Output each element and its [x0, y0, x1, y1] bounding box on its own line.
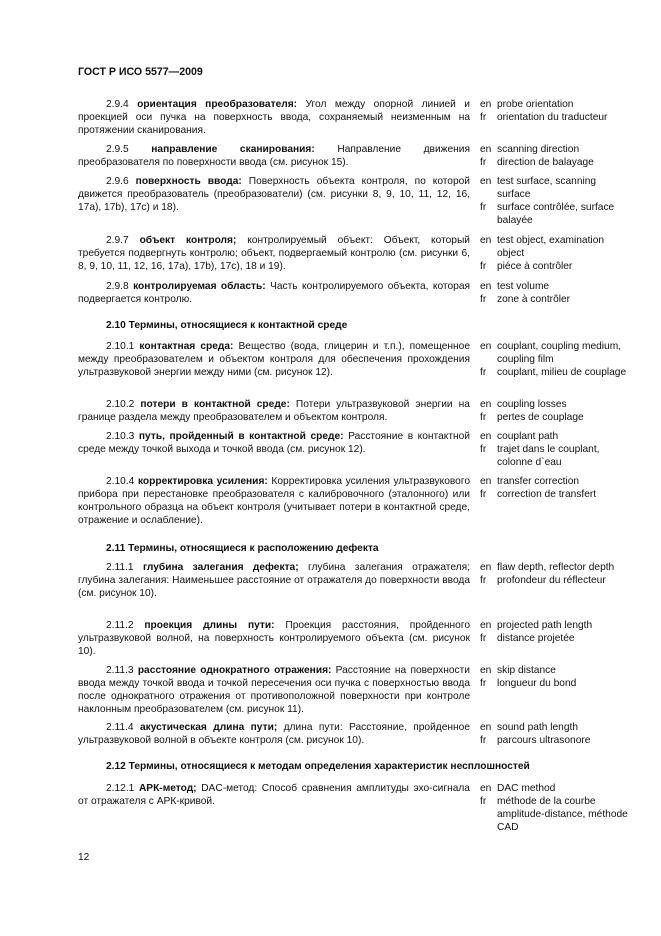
term-definition: Расстояние в контактной среде между точкой выхода и точкой ввода (см. рисунок 12). — [78, 431, 470, 456]
translation-fr: fr surface contrôlée, surface balayée — [480, 202, 615, 227]
term-definition: Вещество (вода, глицерин и т.п.), помещенное между преобразователем и объектом контроля для обеспечения прохождения ультразвуковой энергии между ними (см. рисунок 12). — [78, 341, 470, 379]
term-translations — [480, 561, 630, 587]
term-name: поверхность ввода: — [135, 176, 242, 187]
term-name: потери в контактной среде: — [140, 399, 290, 410]
term-number: 2.9.4 — [106, 99, 129, 110]
translation-fr: fr méthode de la courbe amplitude-distance, méthode CAD — [480, 796, 628, 834]
term-definition: Направление движения преобразователя по поверхности ввода (см. рисунок 15). — [78, 144, 470, 169]
term-name: расстояние однократного отражения: — [137, 665, 332, 676]
term-text — [78, 175, 470, 214]
translation-en: en flaw depth, reflector depth — [480, 562, 615, 573]
translation-en: en scanning direction — [480, 144, 580, 155]
term-text — [78, 340, 470, 379]
term-number: 2.11.2 — [106, 620, 134, 631]
section-title: 2.11 Термины, относящиеся к расположению дефекта — [106, 543, 379, 554]
translation-fr: fr longueur du bond — [480, 678, 577, 690]
term-text — [78, 561, 470, 600]
translation-fr: fr orientation du traducteur — [480, 112, 608, 124]
term-translations — [480, 721, 630, 747]
term-name: глубина залегания дефекта; — [142, 562, 299, 573]
translation-fr: fr zone à contrôler — [480, 294, 571, 306]
term-translations — [480, 475, 630, 501]
term-translations — [480, 340, 630, 379]
term-translations — [480, 619, 630, 645]
term-number: 2.9.7 — [106, 235, 129, 246]
term-text — [78, 664, 470, 716]
term-text — [78, 782, 470, 808]
term-text — [78, 475, 470, 527]
translation-en: en couplant, coupling medium, coupling film — [480, 341, 622, 366]
translation-en: en test object, examination object — [480, 235, 605, 260]
term-name: проекция длины пути: — [144, 620, 275, 631]
section-title: 2.10 Термины, относящиеся к контактной среде — [106, 320, 348, 331]
term-name: АРК-метод; — [138, 783, 197, 794]
term-name: объект контроля; — [139, 235, 237, 246]
translation-fr: fr trajet dans le couplant, colonne d`eau — [480, 444, 600, 469]
term-text — [78, 430, 470, 456]
term-translations — [480, 175, 630, 227]
term-number: 2.11.4 — [106, 722, 134, 733]
translation-en: en coupling losses — [480, 399, 567, 410]
document-header: ГОСТ Р ИСО 5577—2009 — [78, 66, 203, 78]
term-number: 2.10.1 — [106, 341, 135, 352]
term-text — [78, 721, 470, 747]
term-number: 2.9.5 — [106, 144, 129, 155]
term-number: 2.9.8 — [106, 281, 129, 292]
term-number: 2.9.6 — [106, 176, 129, 187]
translation-fr: fr pertes de couplage — [480, 412, 584, 424]
translation-en: en skip distance — [480, 665, 556, 676]
term-translations — [480, 98, 630, 124]
translation-fr: fr direction de balayage — [480, 157, 594, 169]
term-name: контактная среда: — [139, 341, 234, 352]
translation-fr: fr correction de transfert — [480, 489, 597, 501]
term-translations — [480, 234, 630, 273]
term-number: 2.10.3 — [106, 431, 135, 442]
translation-fr: fr parcours ultrasonore — [480, 735, 591, 747]
translation-fr: fr piéce à contrôler — [480, 261, 573, 273]
translation-fr: fr distance projetée — [480, 633, 575, 645]
term-text — [78, 280, 470, 306]
term-translations — [480, 782, 630, 834]
term-definition: Проекция расстояния, пройденного ультразвуковой волной, на поверхность контролируемого объекта (см. рисунок 10). — [78, 620, 470, 658]
term-name: контролируемая область: — [133, 281, 266, 292]
term-definition: контролируемый объект: Объект, который требуется подвергнуть контролю; объект, подвергаемый контролю (см. рисунки 6, 8, 9, 10, 11, 12, 16, 17а), 17b), 17с), 18 и 19). — [78, 235, 470, 273]
translation-en: en test surface, scanning surface — [480, 176, 597, 201]
translation-en: en test volume — [480, 281, 550, 292]
term-text — [78, 398, 470, 424]
term-translations — [480, 430, 630, 469]
term-definition: Часть контролируемого объекта, которая подвергается контролю. — [78, 281, 470, 306]
term-definition: DAC-метод: Способ сравнения амплитуды эхо-сигнала от отражателя с АРК-кривой. — [78, 783, 470, 808]
translation-en: en sound path length — [480, 722, 579, 733]
term-translations — [480, 664, 630, 690]
term-definition: длина пути: Расстояние, пройденное ультразвуковой волной в объекте контроля (см. рисунок 10). — [78, 722, 470, 747]
term-name: корректировка усиления: — [137, 476, 268, 487]
translation-en: en probe orientation — [480, 99, 574, 110]
term-name: направление сканирования: — [151, 144, 315, 155]
term-number: 2.12.1 — [106, 783, 135, 794]
translation-en: en DAC method — [480, 783, 556, 794]
term-text — [78, 619, 470, 658]
term-definition: Корректировка усиления ультразвукового прибора при перестановке преобразователя с калибровочного (эталонного) или контрольного образца на объект контроля (учитывает потери в контактной среде, отражение и ослабление). — [78, 476, 470, 527]
term-name: путь, пройденный в контактной среде: — [138, 431, 344, 442]
translation-en: en transfer correction — [480, 476, 580, 487]
term-number: 2.11.3 — [106, 665, 134, 676]
term-definition: Угол между опорной линией и проекцией оси пучка на поверхность ввода, сохраняемый неизменным на протяжении сканирования. — [78, 99, 470, 137]
term-number: 2.11.1 — [106, 562, 134, 573]
term-name: ориентация преобразователя: — [137, 99, 298, 110]
term-translations — [480, 280, 630, 306]
term-text — [78, 143, 470, 169]
term-number: 2.10.4 — [106, 476, 135, 487]
term-definition: Потери ультразвуковой энергии на границе раздела между преобразователем и объектом контроля. — [78, 399, 470, 424]
translation-fr: fr couplant, milieu de couplage — [480, 367, 627, 379]
translation-fr: fr profondeur du réflecteur — [480, 575, 606, 587]
translation-en: en couplant path — [480, 431, 559, 442]
term-definition: глубина залегания отражателя; глубина залегания: Наименьшее расстояние от отражателя до поверхности ввода (см. рисунок 10). — [78, 562, 470, 600]
section-title: 2.12 Термины, относящиеся к методам определения характеристик несплошностей — [106, 761, 530, 772]
term-definition: Поверхность объекта контроля, по которой движется преобразователь (преобразователи) (см. рисунки 8, 9, 10, 11, 12, 16, 17а), 17b), 17с) и 18). — [78, 176, 470, 214]
term-definition: Расстояние на поверхности ввода между точкой ввода и точкой пересечения оси пучка с поверхностью ввода после однократного отражения от противоположной поверхности при контроле наклонным преобразователем (см. рисунок 11). — [78, 665, 470, 716]
term-translations — [480, 143, 630, 169]
page-number: 12 — [78, 852, 90, 863]
term-text — [78, 98, 470, 137]
term-name: акустическая длина пути; — [139, 722, 278, 733]
term-number: 2.10.2 — [106, 399, 135, 410]
term-text — [78, 234, 470, 273]
translation-en: en projected path length — [480, 620, 593, 631]
term-translations — [480, 398, 630, 424]
